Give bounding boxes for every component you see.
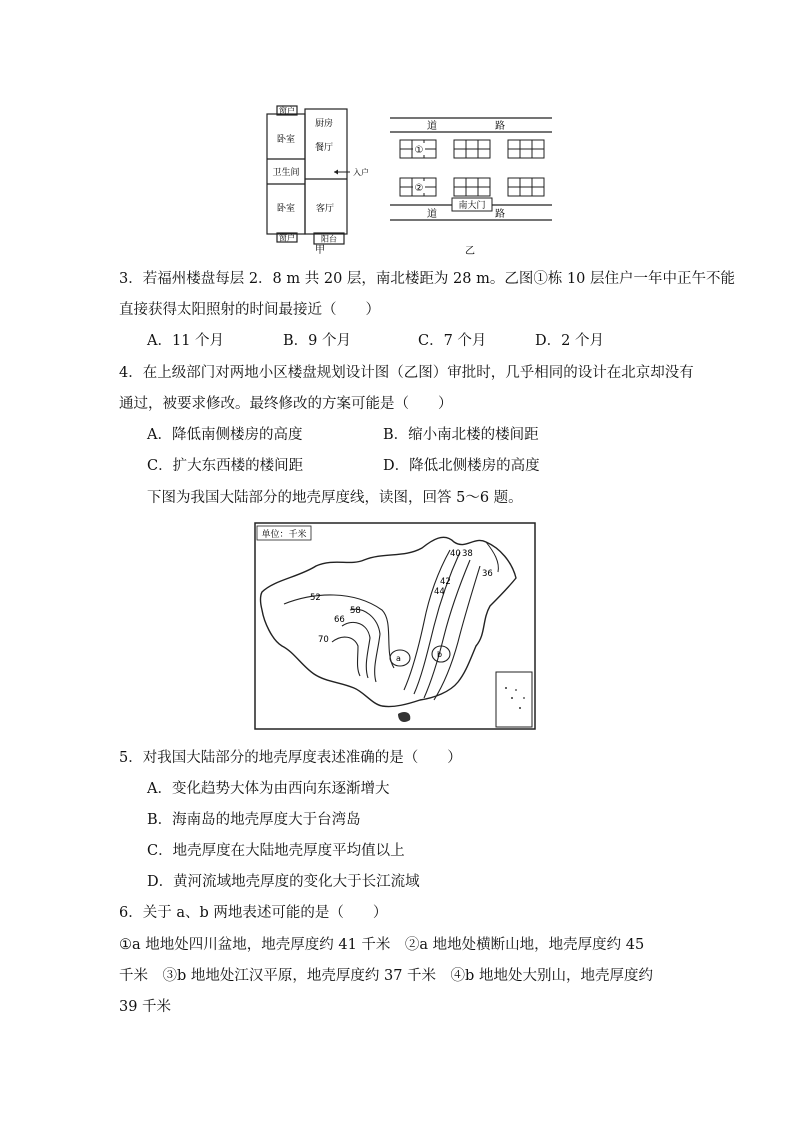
contour-label-42: 42 xyxy=(440,577,451,587)
contour-label-66: 66 xyxy=(334,615,345,625)
bedroom1-label: 卧室 xyxy=(276,135,296,145)
contour-label-38: 38 xyxy=(462,549,473,559)
bathroom-label: 卫生间 xyxy=(272,168,300,178)
crust-thickness-map xyxy=(254,522,536,730)
road-top-char2: 路 xyxy=(495,121,505,132)
q5-stem: 5．对我国大陆部分的地壳厚度表述准确的是（ ） xyxy=(119,750,462,766)
q3-line1: 3．若福州楼盘每层 2．8 m 共 20 层，南北楼距为 28 m。乙图①栋 10 层住户一年中正午不能 xyxy=(119,271,736,287)
entrance-label: 入户 xyxy=(353,168,369,177)
q4-option-d[interactable]: D．降低北侧楼房的高度 xyxy=(383,458,540,474)
q3-option-c[interactable]: C．7 个月 xyxy=(418,333,487,349)
q4-line1: 4．在上级部门对两地小区楼盘规划设计图（乙图）审批时，几乎相同的设计在北京却没有 xyxy=(119,365,694,381)
figure-jia-caption: 甲 xyxy=(315,245,325,254)
contour-label-36: 36 xyxy=(482,569,493,579)
q3-option-b[interactable]: B．9 个月 xyxy=(283,333,351,349)
contour-label-40: 40 xyxy=(450,549,461,559)
window-bottom-label: 窗户 xyxy=(279,233,295,243)
q5-option-a[interactable]: A．变化趋势大体为由西向东逐渐增大 xyxy=(147,781,390,797)
bedroom2-label: 卧室 xyxy=(276,204,296,214)
q6-line3: 39 千米 xyxy=(119,999,172,1015)
road-top-char1: 道 xyxy=(427,121,437,132)
south-gate-label: 南大门 xyxy=(458,201,486,211)
building-2-label: ② xyxy=(414,183,424,194)
contour-label-44: 44 xyxy=(434,587,445,597)
q6-stem: 6．关于 a、b 两地表述可能的是（ ） xyxy=(119,905,388,921)
dining-label: 餐厅 xyxy=(314,143,334,153)
q4-option-a[interactable]: A．降低南侧楼房的高度 xyxy=(147,427,303,443)
balcony-label: 阳台 xyxy=(321,234,337,244)
q6-line1: ①a 地地处四川盆地，地壳厚度约 41 千米 ②a 地地处横断山地，地壳厚度约 45 xyxy=(119,937,645,953)
contour-label-70: 70 xyxy=(318,635,329,645)
south-sea-inset xyxy=(496,672,532,727)
road-bottom-char2: 路 xyxy=(495,209,505,220)
q5-option-c[interactable]: C．地壳厚度在大陆地壳厚度平均值以上 xyxy=(147,843,405,859)
kitchen-label: 厨房 xyxy=(314,119,334,129)
figure-yi-caption: 乙 xyxy=(465,246,475,257)
map-unit-label: 单位：千米 xyxy=(261,530,307,540)
site-plan-figure xyxy=(386,112,556,260)
point-b-label: b xyxy=(437,650,443,659)
q4-line2: 通过，被要求修改。最终修改的方案可能是（ ） xyxy=(119,396,453,412)
q3-line2: 直接获得太阳照射的时间最接近（ ） xyxy=(119,302,380,318)
contour-label-58: 58 xyxy=(350,606,361,616)
q4-option-b[interactable]: B．缩小南北楼的楼间距 xyxy=(383,427,539,443)
q3-option-d[interactable]: D．2 个月 xyxy=(535,333,604,349)
living-room-label: 客厅 xyxy=(315,204,335,214)
window-top-label: 窗户 xyxy=(279,106,295,116)
q3-option-a[interactable]: A．11 个月 xyxy=(147,333,225,349)
contour-label-52: 52 xyxy=(310,593,321,603)
point-a-label: a xyxy=(396,654,401,663)
building-1-label: ① xyxy=(414,145,424,156)
road-bottom-char1: 道 xyxy=(427,209,437,220)
q5-option-d[interactable]: D．黄河流域地壳厚度的变化大于长江流域 xyxy=(147,874,420,890)
q5-6-intro: 下图为我国大陆部分的地壳厚度线，读图，回答 5～6 题。 xyxy=(147,490,523,506)
q5-option-b[interactable]: B．海南岛的地壳厚度大于台湾岛 xyxy=(147,812,361,828)
q4-option-c[interactable]: C．扩大东西楼的楼间距 xyxy=(147,458,304,474)
q6-line2: 千米 ③b 地地处江汉平原，地壳厚度约 37 千米 ④b 地地处大别山，地壳厚度约 xyxy=(119,968,653,984)
floor-plan-figure xyxy=(262,104,374,254)
